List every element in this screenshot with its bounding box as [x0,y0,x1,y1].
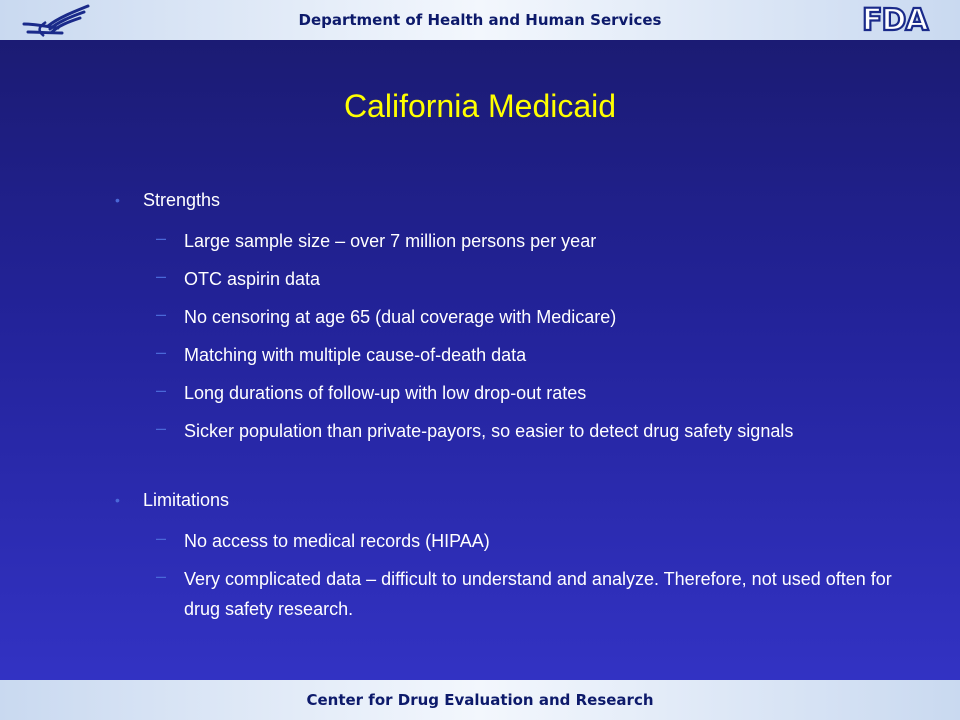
sub-bullet-marker: – [156,418,167,438]
slide-title: California Medicaid [343,88,617,124]
list-item: – No access to medical records (HIPAA) [156,528,490,551]
list-item: – Large sample size – over 7 million persons per year [156,228,597,251]
sub-bullet-marker: – [156,380,167,400]
sub-bullet-marker: – [156,342,167,362]
list-item: – Sicker population than private-payors, so easier to detect drug safety signals [156,418,794,441]
section-heading: • Strengths [143,188,220,213]
fda-logo-text: FDA [862,3,928,36]
bullet-marker: • [115,492,120,508]
fda-logo-icon [860,2,938,36]
footer-title: Center for Drug Evaluation and Research [306,691,654,709]
list-item: – OTC aspirin data [156,266,321,289]
list-item: – Matching with multiple cause-of-death data [156,342,527,365]
section-heading: • Limitations [143,488,229,513]
bullet-marker: • [115,192,120,208]
sub-bullet-marker: – [156,228,167,248]
list-item: – Long durations of follow-up with low drop-out rates [156,380,587,403]
sub-bullet-marker: – [156,266,167,286]
list-item: – No censoring at age 65 (dual coverage with Medicare) [156,304,617,327]
sub-bullet-marker: – [156,566,167,586]
list-item: – Very complicated data – difficult to understand and analyze. Therefore, not used often for drug safety research. [156,566,892,619]
header-banner [0,0,960,40]
sub-bullet-marker: – [156,304,167,324]
sub-bullet-marker: – [156,528,167,548]
footer-banner [0,680,960,720]
header-title: Department of Health and Human Services [298,11,662,29]
